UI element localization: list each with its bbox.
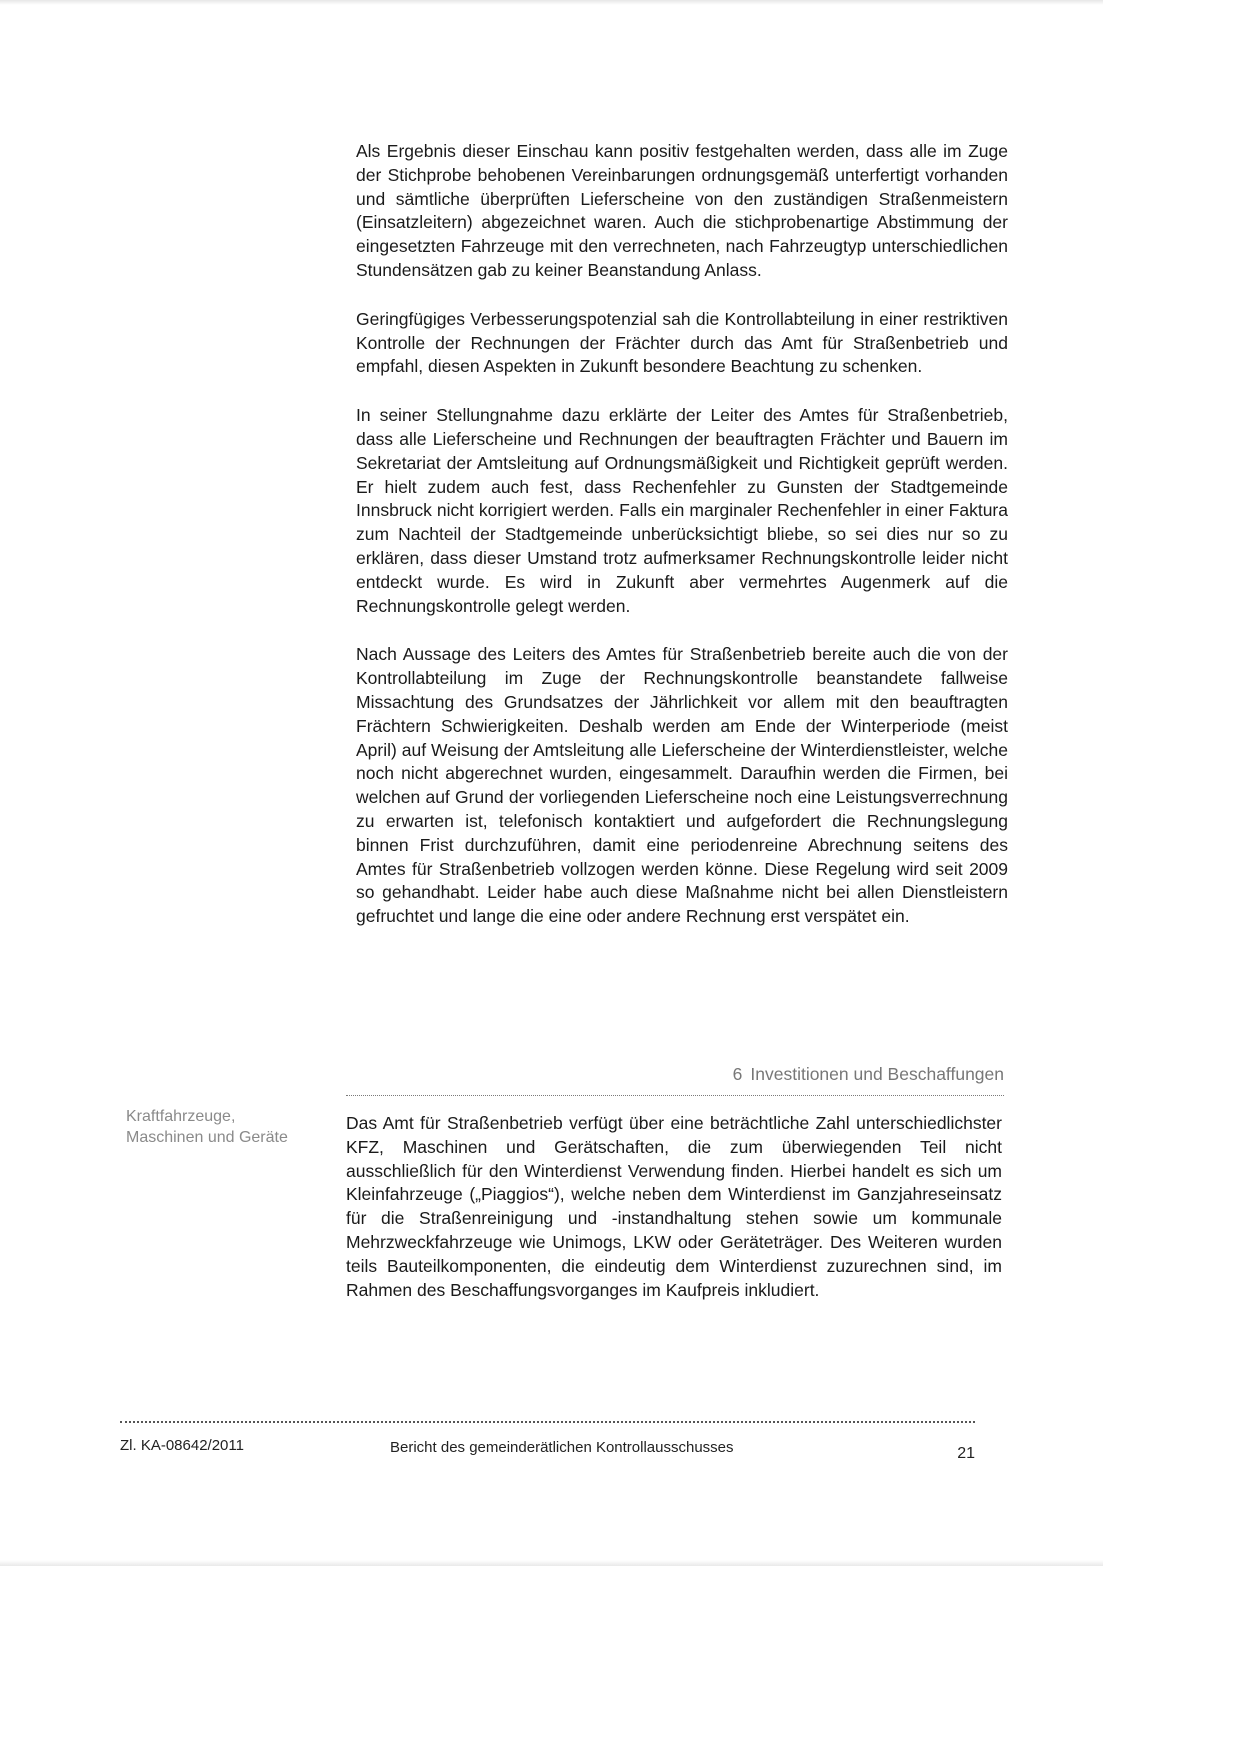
page-footer	[120, 1436, 975, 1466]
paragraph-result: Als Ergebnis dieser Einschau kann positiv festgehalten werden, dass alle im Zuge der Stichprobe behobenen Vereinbarungen ordnungsgemäß unterfertigt vorhanden und sämtliche überprüften Lieferscheine von den zuständigen Straßenmeistern (Einsatzleitern) abgezeichnet waren. Auch die stichprobenartige Abstimmung der eingesetzten Fahrzeuge mit den verrechneten, nach Fahrzeugtyp unterschiedlichen Stundensätzen gab zu keiner Beanstandung Anlass.	[356, 141, 1008, 280]
section-body	[346, 1112, 1002, 1327]
margin-note-line-2: Maschinen und Geräte	[126, 1129, 288, 1146]
section-number: 6	[732, 1064, 743, 1084]
scan-edge-bottom	[0, 1560, 1103, 1566]
margin-note-line-1: Kraftfahrzeuge,	[126, 1108, 236, 1125]
body-text-column	[356, 140, 1008, 954]
section-heading	[346, 1062, 1004, 1096]
paragraph-improvement: Geringfügiges Verbesserungspotenzial sah die Kontrollabteilung in einer restriktiven Kontrolle der Rechnungen der Frächter durch das Amt für Straßenbetrieb und empfahl, diesen Aspekten in Zukunft besondere Beachtung zu schenken.	[356, 308, 1008, 377]
paragraph-statement: In seiner Stellungnahme dazu erklärte der Leiter des Amtes für Straßenbetrieb, dass alle Lieferscheine und Rechnungen der beauftragten Frächter und Bauern im Sekretariat der Amtsleitung auf Ordnungsmäßigkeit und Richtigkeit geprüft werden. Er hielt zudem auch fest, dass Rechenfehler zu Gunsten der Stadtgemeinde Innsbruck nicht korrigiert werden. Falls ein marginaler Rechenfehler in einer Faktura zum Nachteil der Stadtgemeinde unberücksichtigt bliebe, so sei dies nur so zu erklären, dass dieser Umstand trotz aufmerksamer Rechnungskontrolle leider nicht entdeckt wurde. Es wird in Zukunft aber vermehrtes Augenmerk auf die Rechnungskontrolle gelegt werden.	[356, 405, 1008, 616]
footer-title: Bericht des gemeinderätlichen Kontrollausschusses	[390, 1439, 734, 1456]
footer-reference: Zl. KA-08642/2011	[120, 1437, 244, 1454]
section-title: Investitionen und Beschaffungen	[750, 1064, 1004, 1084]
margin-note	[126, 1106, 326, 1148]
paragraph-vehicles: Das Amt für Straßenbetrieb verfügt über eine beträchtliche Zahl unterschiedlichster KFZ, Maschinen und Gerätschaften, die zum überwiegenden Teil nicht ausschließlich für den Winterdienst Verwendung finden. Hierbei handelt es sich um Kleinfahrzeuge („Piaggios“), welche neben dem Winterdienst im Ganzjahreseinsatz für die Straßenreinigung und -instandhaltung stehen sowie um kommunale Mehrzweckfahrzeuge wie Unimogs, LKW oder Geräteträger. Des Weiteren wurden teils Bauteilkomponenten, die eindeutig dem Winterdienst zuzurechnen sind, im Rahmen des Beschaffungsvorganges im Kaufpreis inkludiert.	[346, 1113, 1002, 1300]
scan-edge-top	[0, 0, 1103, 5]
page-number: 21	[957, 1445, 975, 1462]
paragraph-annuality: Nach Aussage des Leiters des Amtes für Straßenbetrieb bereite auch die von der Kontrollabteilung im Zuge der Rechnungskontrolle beanstandete fallweise Missachtung des Grundsatzes der Jährlichkeit vor allem mit den beauftragten Frächtern Schwierigkeiten. Deshalb werden am Ende der Winterperiode (meist April) auf Weisung der Amtsleitung alle Lieferscheine der Winterdienstleister, welche noch nicht abgerechnet wurden, eingesammelt. Daraufhin werden die Firmen, bei welchen auf Grund der vorliegenden Lieferscheine noch eine Leistungsverrechnung zu erwarten ist, telefonisch kontaktiert und aufgefordert die Rechnungslegung binnen Frist durchzuführen, damit eine periodenreine Abrechnung seitens des Amtes für Straßenbetrieb vollzogen werden könne. Diese Regelung wird seit 2009 so gehandhabt. Leider habe auch diese Maßnahme nicht bei allen Dienstleistern gefruchtet und lange die eine oder andere Rechnung erst verspätet ein.	[356, 644, 1008, 927]
footer-divider	[120, 1421, 975, 1423]
